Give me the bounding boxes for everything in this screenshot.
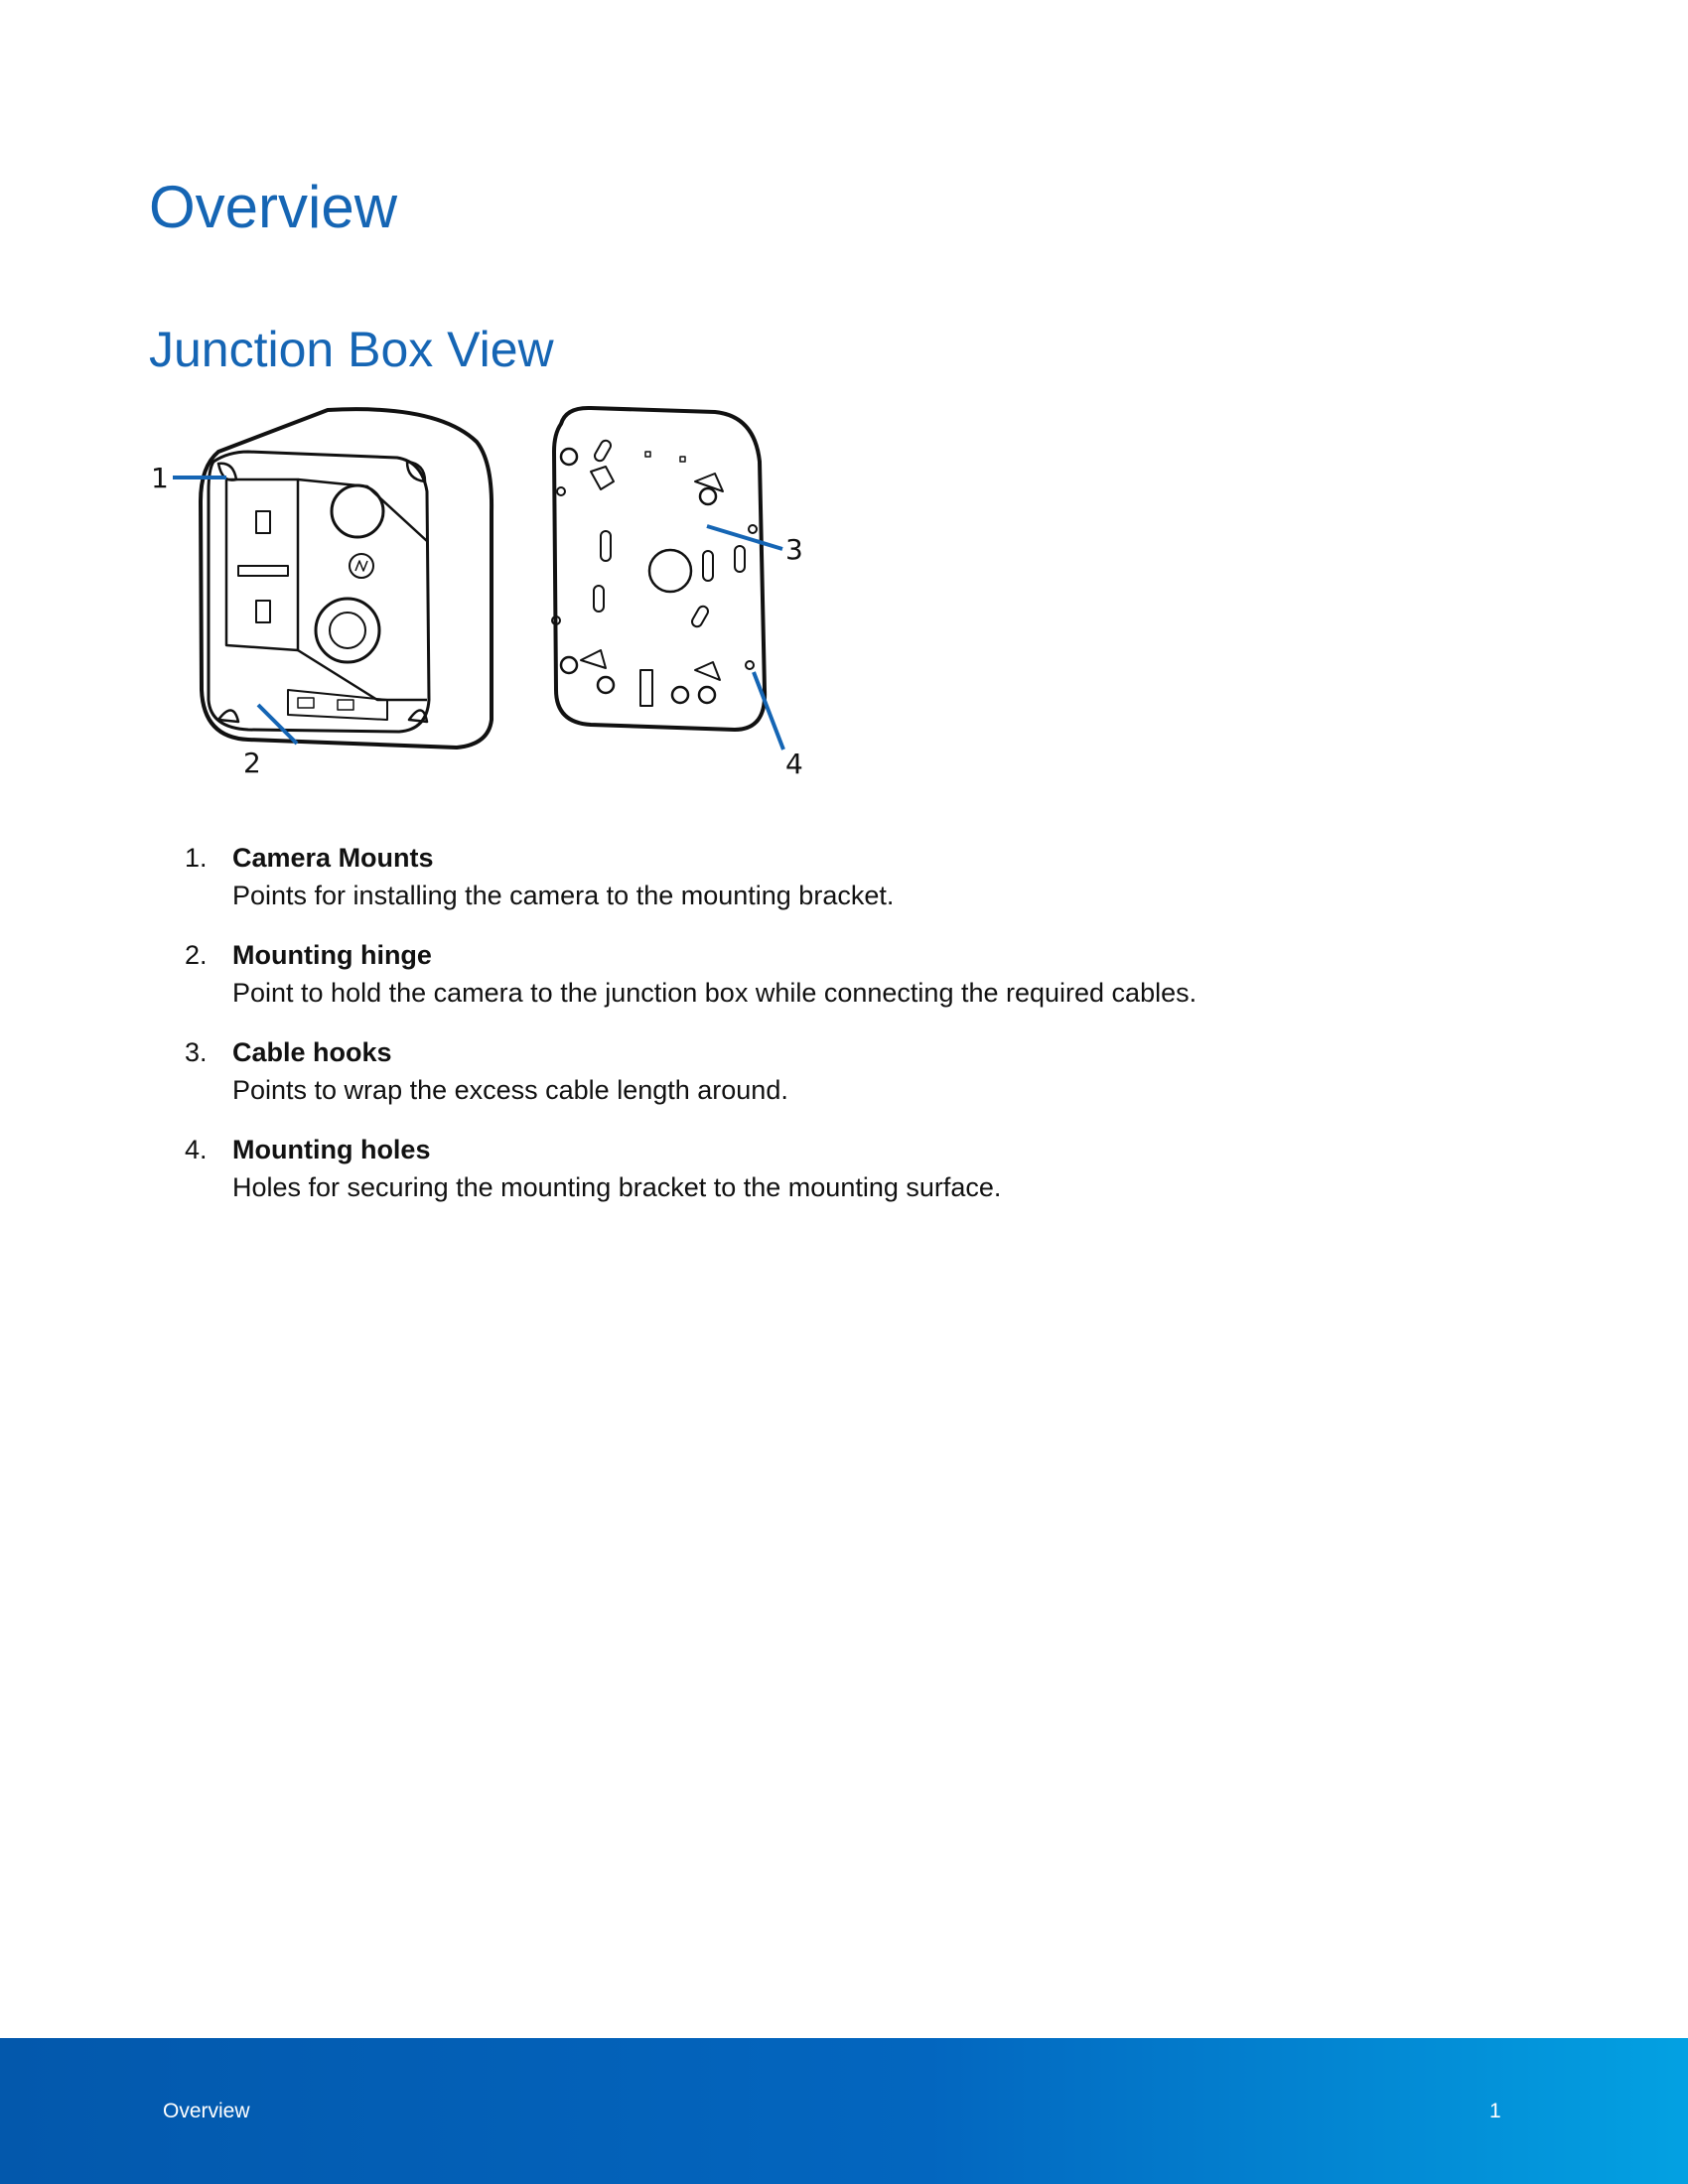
list-item [185,1033,1476,1109]
section-title: Junction Box View [149,322,554,377]
list-item [185,1131,1476,1206]
junction-box-illustration [139,402,834,789]
item-description: Points for installing the camera to the mounting bracket. [232,881,895,910]
callout-1: 1 [151,462,169,494]
item-term: Cable hooks [232,1037,392,1067]
footer-page-number: 1 [1489,2100,1501,2122]
item-term: Mounting hinge [232,940,432,970]
item-number: 2. [185,940,208,970]
item-number: 3. [185,1037,208,1067]
callout-2: 2 [243,747,261,779]
page-footer [0,2038,1688,2184]
item-number: 1. [185,843,208,873]
item-number: 4. [185,1135,208,1164]
page-title: Overview [149,174,398,240]
item-description: Holes for securing the mounting bracket to the mounting surface. [232,1172,1002,1202]
callout-3: 3 [785,533,803,566]
item-description: Point to hold the camera to the junction box while connecting the required cables. [232,978,1197,1008]
item-term: Camera Mounts [232,843,434,873]
feature-list [185,839,1476,1228]
callout-4: 4 [785,748,803,780]
item-description: Points to wrap the excess cable length around. [232,1075,788,1105]
list-item [185,936,1476,1012]
footer-section-label: Overview [163,2100,250,2122]
mounting-plate-rear-view [552,408,765,730]
junction-box-figure [139,402,834,789]
item-term: Mounting holes [232,1135,431,1164]
list-item [185,839,1476,914]
junction-box-front-view [201,409,492,748]
